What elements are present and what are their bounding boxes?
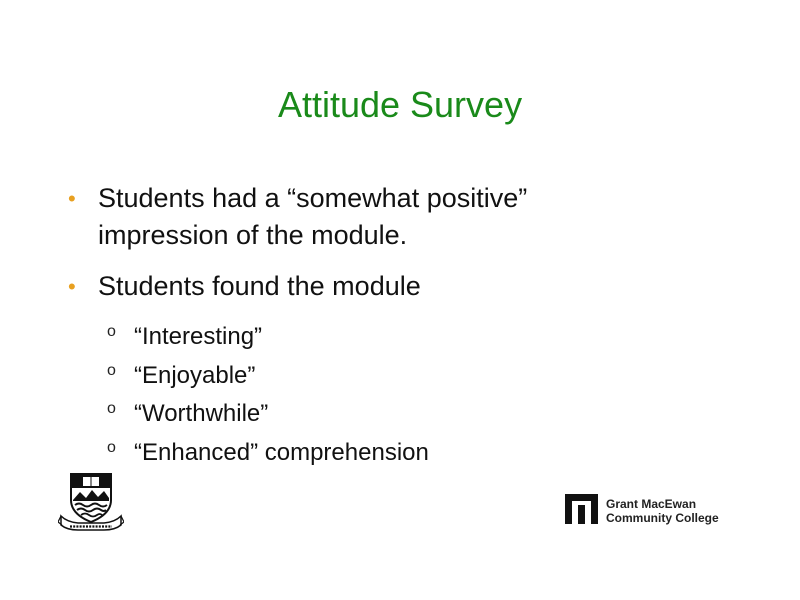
sub-bullet-item: [107, 318, 429, 357]
bullet-dot-icon: •: [68, 274, 76, 299]
bullet-text-line: Students had a “somewhat positive”: [98, 183, 528, 213]
bullet-item: [60, 180, 680, 254]
bullet-item: [60, 268, 680, 305]
sub-bullet-text: “Interesting”: [134, 323, 263, 350]
sub-bullet-list: [107, 318, 429, 472]
college-name-line: Community College: [606, 511, 719, 525]
college-logo: [565, 494, 745, 530]
sub-bullet-marker-icon: o: [107, 361, 116, 379]
college-mark-icon: [565, 494, 598, 524]
sub-bullet-text: “Enhanced” comprehension: [134, 438, 429, 466]
bullet-text-line: impression of the module.: [98, 220, 408, 250]
bullet-dot-icon: •: [68, 186, 76, 211]
bullet-text-line: Students found the module: [98, 271, 421, 301]
sub-bullet-text: “Enjoyable”: [134, 361, 256, 389]
university-crest-icon: [58, 470, 124, 532]
sub-bullet-marker-icon: o: [107, 323, 116, 340]
sub-bullet-item: [107, 395, 429, 434]
college-name: [606, 497, 719, 525]
sub-bullet-item: [107, 357, 429, 396]
sub-bullet-item: [107, 434, 429, 473]
sub-bullet-marker-icon: o: [107, 400, 116, 417]
slide-title: Attitude Survey: [277, 84, 523, 125]
bullet-list: [60, 180, 680, 319]
college-name-line: Grant MacEwan: [606, 497, 697, 511]
sub-bullet-text: “Worthwhile”: [134, 400, 269, 427]
sub-bullet-marker-icon: o: [107, 438, 116, 456]
